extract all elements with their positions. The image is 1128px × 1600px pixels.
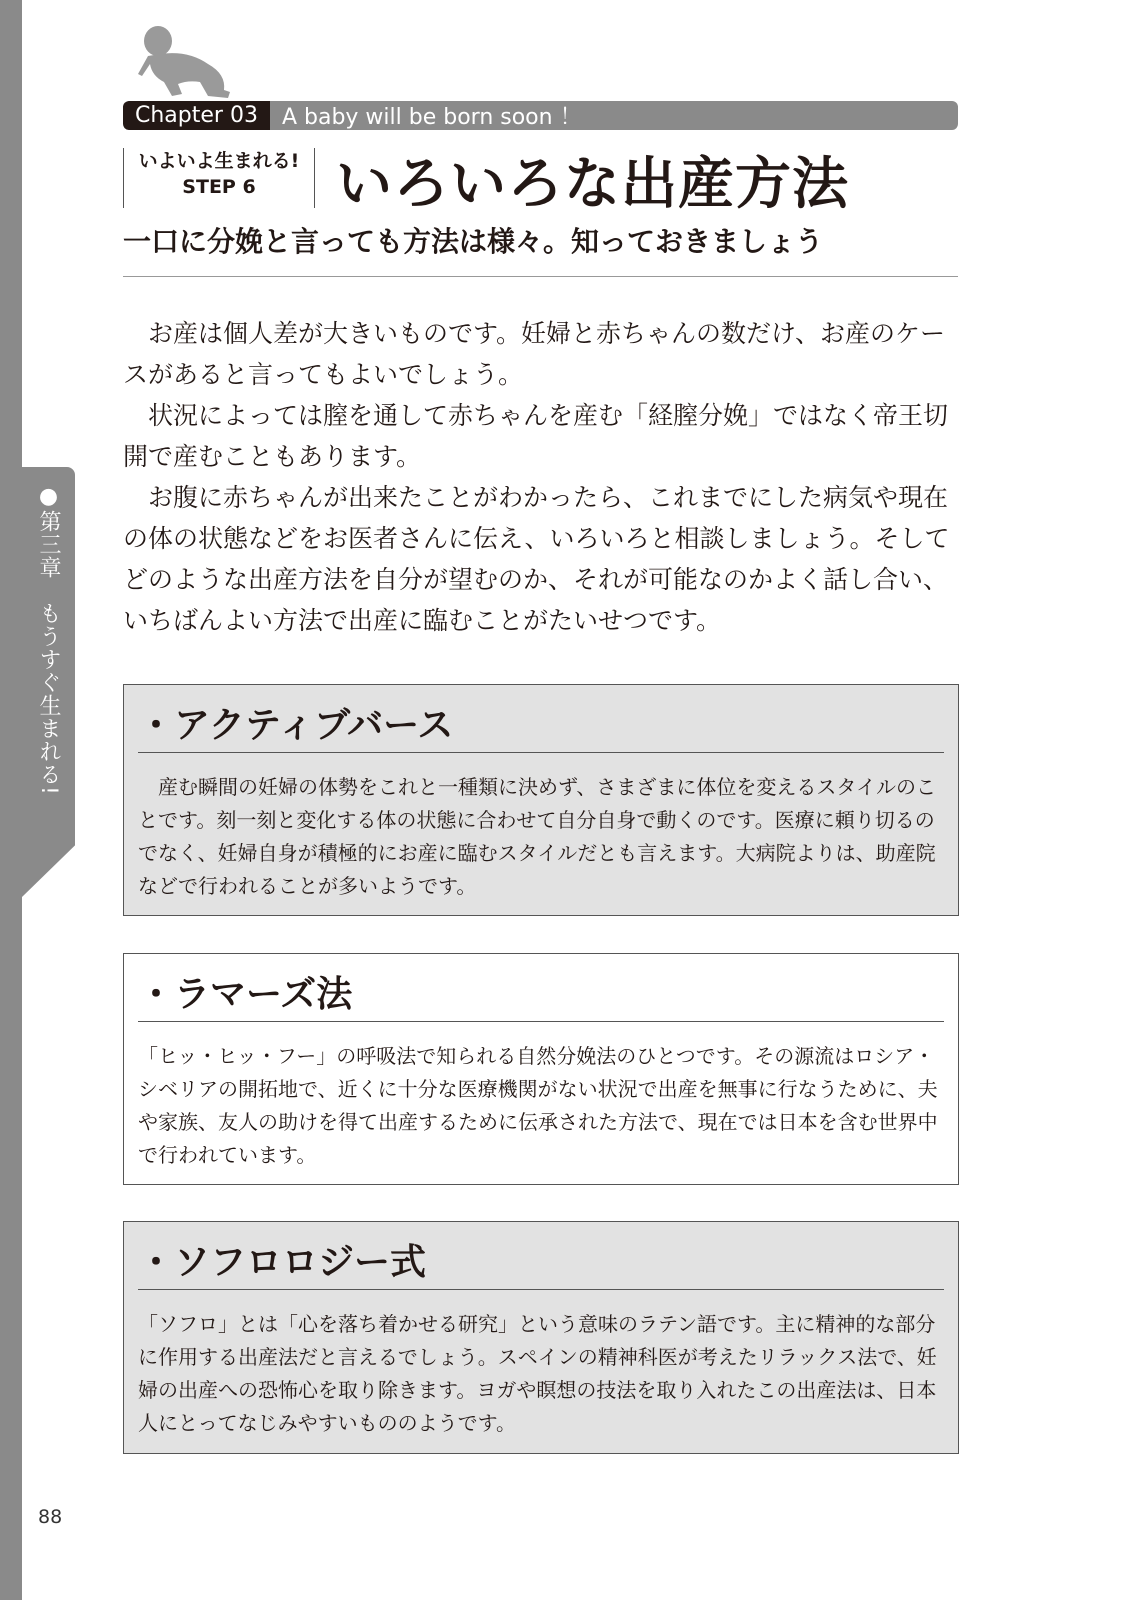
section-heading: ・アクティブバース: [138, 697, 944, 753]
crawling-baby-icon: [138, 24, 238, 99]
chapter-title: A baby will be born soon ！: [281, 105, 582, 130]
paragraph: 状況によっては膣を通して赤ちゃんを産む「経膣分娩」ではなく帝王切開で産むこともあります。: [123, 401, 949, 471]
section-heading: ・ソフロロジー式: [138, 1234, 944, 1290]
section-text: 「ソフロ」とは「心を落ち着かせる研究」という意味のラテン語です。主に精神的な部分に作用する出産法だと言えるでしょう。スペインの精神科医が考えたリラックス法で、妊婦の出産への恐怖心を取り除きます。ヨガや瞑想の技法を取り入れたこの出産法は、日本人にとってなじみやすいもののようです。: [138, 1312, 937, 1435]
page-title: いろいろな出産方法: [336, 152, 849, 217]
step-line2: STEP 6: [182, 176, 256, 198]
page-number: 88: [38, 1506, 63, 1528]
divider: [123, 276, 958, 277]
section-heading: ・ラマーズ法: [138, 966, 944, 1022]
section-sophrology: [123, 1221, 959, 1454]
section-text: 「ヒッ・ヒッ・フー」の呼吸法で知られる自然分娩法のひとつです。その源流はロシア・シベリアの開拓地で、近くに十分な医療機関がない状況で出産を無事に行なうために、夫や家族、友人の助けを得て出産するために伝承された方法で、現在では日本を含む世界中で行われています。: [138, 1044, 938, 1167]
step-line1: いよいよ生まれる!: [138, 150, 300, 172]
section-lamaze: [123, 953, 959, 1185]
step-label: [123, 148, 315, 208]
page-subtitle: 一口に分娩と言っても方法は様々。知っておきましょう: [123, 225, 824, 258]
side-strip: [0, 0, 22, 1600]
paragraph: お産は個人差が大きいものです。妊婦と赤ちゃんの数だけ、お産のケースがあると言ってもよいでしょう。: [123, 319, 946, 389]
intro-text: [123, 313, 963, 641]
paragraph: お腹に赤ちゃんが出来たことがわかったら、これまでにした病気や現在の体の状態などをお医者さんに伝え、いろいろと相談しましょう。そしてどのような出産方法を自分が望むのか、それが可能なのかよく話し合い、いちばんよい方法で出産に臨むことがたいせつです。: [123, 483, 950, 635]
side-tab-label: ●第三章 もうすぐ生まれる!: [36, 484, 61, 796]
section-text: 産む瞬間の妊婦の体勢をこれと一種類に決めず、さまざまに体位を変えるスタイルのことです。刻一刻と変化する体の状態に合わせて自分自身で動くのです。医療に頼り切るのでなく、妊婦自身が積極的にお産に臨むスタイルだとも言えます。大病院よりは、助産院などで行われることが多いようです。: [138, 775, 936, 898]
chapter-bar: [123, 101, 958, 130]
section-active-birth: [123, 684, 959, 916]
chapter-number: Chapter 03: [123, 101, 270, 130]
